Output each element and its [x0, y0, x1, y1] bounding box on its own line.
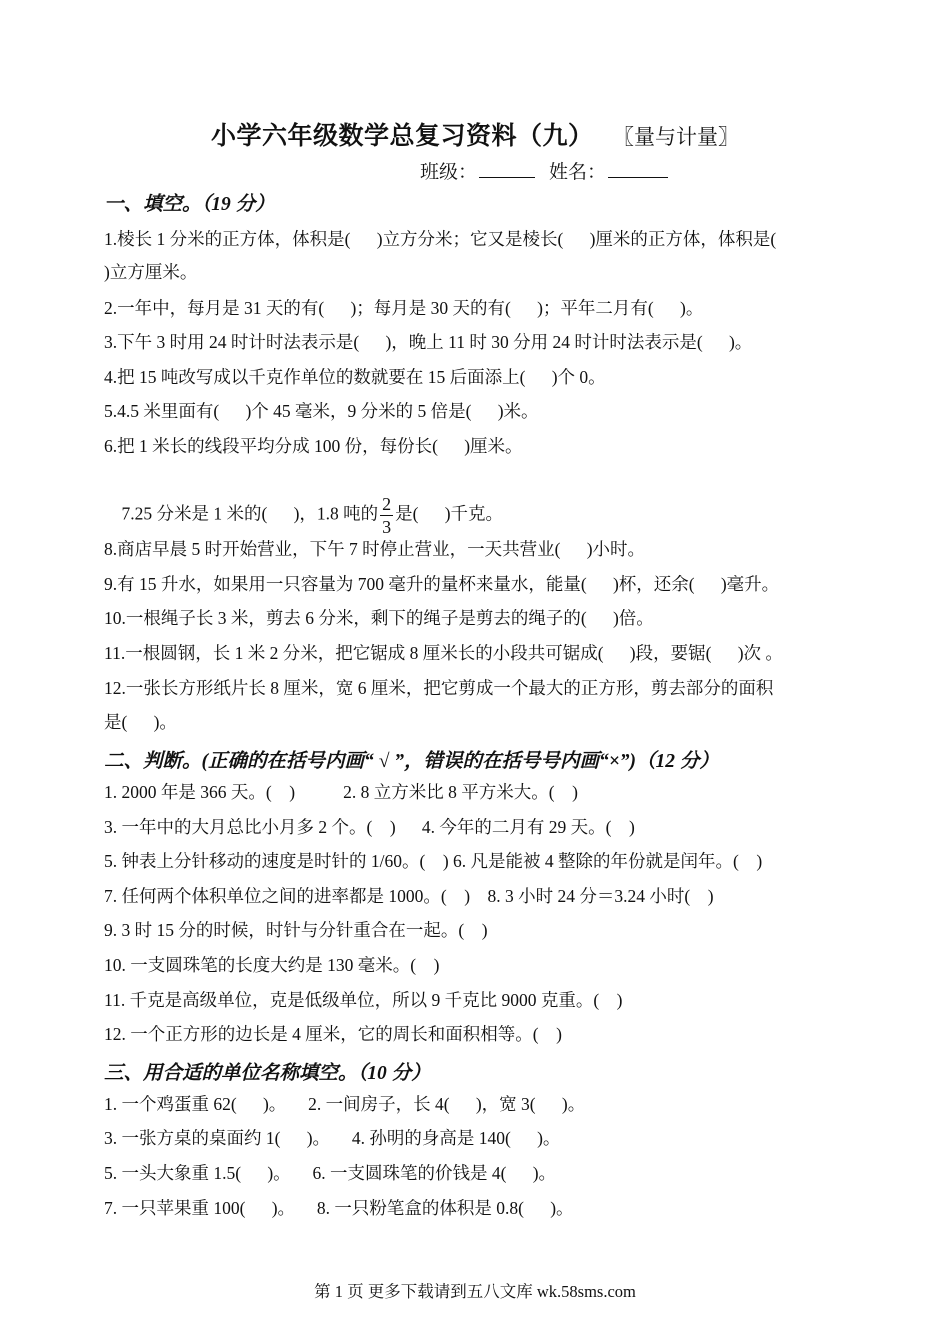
- s1-q12-line2: 是( )。: [104, 712, 177, 732]
- s2-line7: 11. 千克是高级单位，克是低级单位，所以 9 千克比 9000 克重。( ): [104, 990, 623, 1010]
- s3-line2: 3. 一张方桌的桌面约 1( )。 4. 孙明的身高是 140( )。: [104, 1128, 561, 1148]
- s2-line1: 1. 2000 年是 366 天。( ) 2. 8 立方米比 8 平方米大。( ): [104, 782, 578, 802]
- s3-line1: 1. 一个鸡蛋重 62( )。 2. 一间房子，长 4( )，宽 3( )。: [104, 1094, 586, 1114]
- s1-q12-line1: 12.一张长方形纸片长 8 厘米，宽 6 厘米，把它剪成一个最大的正方形，剪去部分的面积: [104, 678, 774, 698]
- title-row: [0, 116, 950, 152]
- s1-q7-part1: 7.25 分米是 1 米的( )，1.8 吨的: [121, 503, 379, 524]
- fraction-denominator: 3: [382, 517, 392, 537]
- s1-q4: 4.把 15 吨改写成以千克作单位的数就要在 15 后面添上( )个 0。: [104, 367, 606, 387]
- class-name-row: [420, 157, 668, 184]
- s1-q10: 10.一根绳子长 3 米，剪去 6 分米，剩下的绳子是剪去的绳子的( )倍。: [104, 608, 654, 628]
- name-label: 姓名：: [549, 162, 607, 183]
- s1-q2: 2.一年中，每月是 31 天的有( )；每月是 30 天的有( )；平年二月有( )。: [104, 298, 704, 318]
- page-footer: 第 1 页 更多下载请到五八文库 wk.58sms.com: [314, 1282, 636, 1301]
- s2-line2: 3. 一年中的大月总比小月多 2 个。( ) 4. 今年的二月有 29 天。( ): [104, 817, 635, 837]
- s2-line5: 9. 3 时 15 分的时候，时针与分针重合在一起。( ): [104, 920, 488, 940]
- name-blank: [608, 159, 668, 178]
- s2-line3: 5. 钟表上分针移动的速度是时针的 1/60。( ) 6. 凡是能被 4 整除的年份就是闰年。( ): [104, 851, 763, 871]
- s3-line3: 5. 一头大象重 1.5( )。 6. 一支圆珠笔的价钱是 4( )。: [104, 1163, 557, 1183]
- section2-heading: 二、判断。(正确的在括号内画“ √ ”，错误的在括号号内画“×”)（12 分）: [104, 751, 719, 772]
- section1-heading: 一、填空。（19 分）: [104, 194, 275, 215]
- s1-q7-part2: 是( )千克。: [395, 503, 504, 524]
- title-tag: 〖量与计量〗: [623, 125, 739, 149]
- s1-q3: 3.下午 3 时用 24 时计时法表示是( )，晚上 11 时 30 分用 24 时计时法表示是( )。: [104, 332, 753, 352]
- s1-q1-line1: 1.棱长 1 分米的正方体，体积是( )立方分米；它又是棱长( )厘米的正方体，体积是(: [104, 229, 777, 249]
- s1-q9: 9.有 15 升水，如果用一只容量为 700 毫升的量杯来量水，能量( )杯，还余( )毫升。: [104, 574, 780, 594]
- s1-q6: 6.把 1 米长的线段平均分成 100 份，每份长( )厘米。: [104, 436, 523, 456]
- s1-q5: 5.4.5 米里面有( )个 45 毫米，9 分米的 5 倍是( )米。: [104, 401, 539, 421]
- s1-q1-line2: )立方厘米。: [104, 262, 198, 282]
- fraction-two-thirds: [380, 493, 393, 538]
- section3-heading: 三、用合适的单位名称填空。（10 分）: [104, 1063, 431, 1084]
- s3-line4: 7. 一只苹果重 100( )。 8. 一只粉笔盒的体积是 0.8( )。: [104, 1198, 574, 1218]
- s2-line4: 7. 任何两个体积单位之间的进率都是 1000。( ) 8. 3 小时 24 分＝3.24 小时( ): [104, 886, 714, 906]
- class-label: 班级：: [420, 162, 478, 183]
- s2-line8: 12. 一个正方形的边长是 4 厘米，它的周长和面积相等。( ): [104, 1024, 562, 1044]
- fraction-numerator: 2: [382, 494, 392, 514]
- page-title: 小学六年级数学总复习资料（九）: [210, 121, 594, 150]
- s1-q8: 8.商店早晨 5 时开始营业，下午 7 时停止营业，一天共营业( )小时。: [104, 539, 646, 559]
- s2-line6: 10. 一支圆珠笔的长度大约是 130 毫米。( ): [104, 955, 440, 975]
- class-blank: [479, 159, 535, 178]
- s1-q11: 11.一根圆钢，长 1 米 2 分米，把它锯成 8 厘米长的小段共可锯成( )段，要锯( )次 。: [104, 643, 783, 663]
